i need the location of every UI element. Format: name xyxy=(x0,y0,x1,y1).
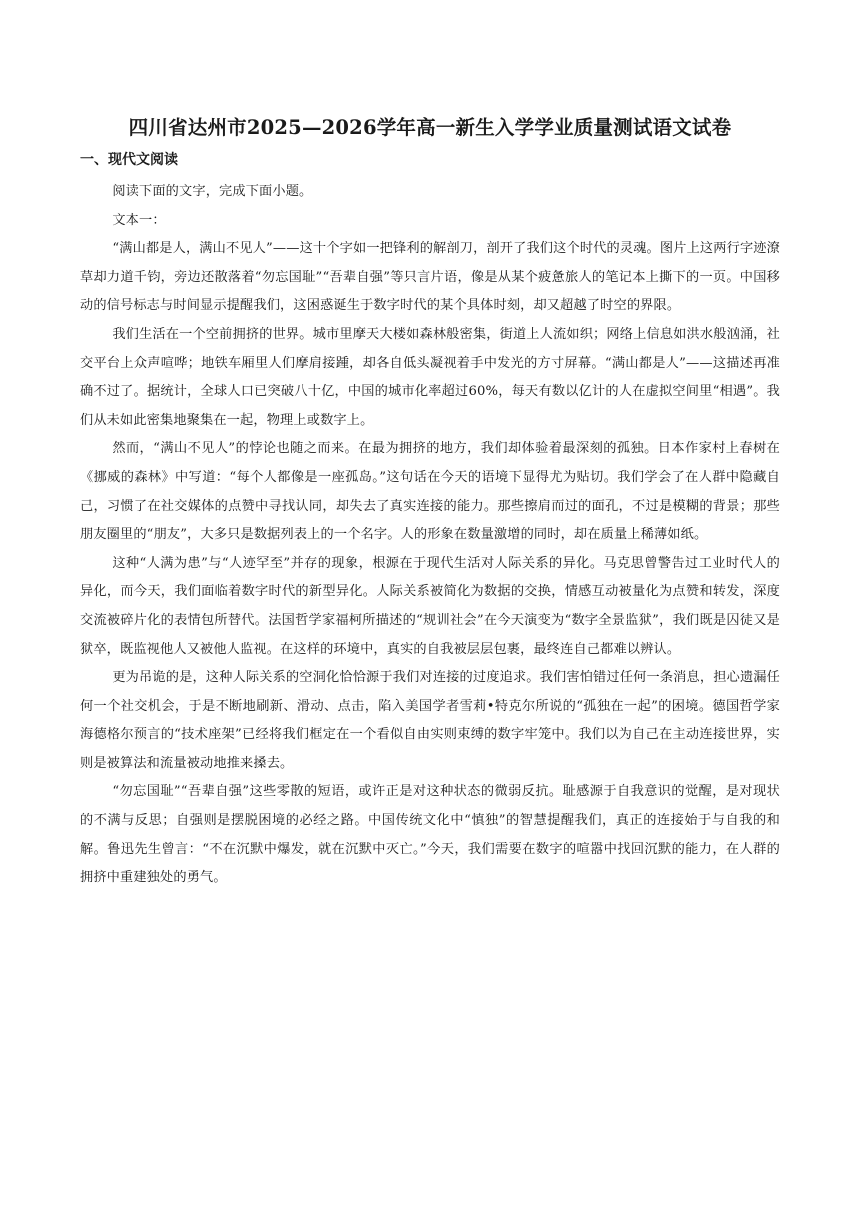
passage-paragraph-6: “勿忘国耻”“吾辈自强”这些零散的短语，或许正是对这种状态的微弱反抗。耻感源于自我意识的觉醒，是对现状的不满与反思；自强则是摆脱困境的必经之路。中国传统文化中“慎独”的智慧提醒我们，真正的连接始于与自我的和解。鲁迅先生曾言：“不在沉默中爆发，就在沉默中灭亡。”今天，我们需要在数字的喧嚣中找回沉默的能力，在人群的拥挤中重建独处的勇气。 xyxy=(80,784,780,886)
passage-paragraph-2: 我们生活在一个空前拥挤的世界。城市里摩天大楼如森林般密集，街道上人流如织；网络上信息如洪水般汹涌，社交平台上众声喧哗；地铁车厢里人们摩肩接踵，却各自低头凝视着手中发光的方寸屏幕。“满山都是人”——这描述再准确不过了。据统计，全球人口已突破八十亿，中国的城市化率超过60%，每天有数以亿计的人在虚拟空间里“相遇”。我们从未如此密集地聚集在一起，物理上或数字上。 xyxy=(80,326,780,428)
reading-passage xyxy=(80,178,780,893)
passage-paragraph-5: 更为吊诡的是，这种人际关系的空洞化恰恰源于我们对连接的过度追求。我们害怕错过任何一条消息，担心遗漏任何一个社交机会，于是不断地刷新、滑动、点击，陷入美国学者雪莉•特克尔所说的“孤独在一起”的困境。德国哲学家海德格尔预言的“技术座架”已经将我们框定在一个看似自由实则束缚的数字牢笼中。我们以为自己在主动连接世界，实则是被算法和流量被动地推来搡去。 xyxy=(80,670,780,771)
passage-paragraph-3: 然而，“满山不见人”的悖论也随之而来。在最为拥挤的地方，我们却体验着最深刻的孤独。日本作家村上春树在《挪威的森林》中写道：“每个人都像是一座孤岛。”这句话在今天的语境下显得尤为贴切。我们学会了在人群中隐藏自己，习惯了在社交媒体的点赞中寻找认同，却失去了真实连接的能力。那些擦肩而过的面孔，不过是模糊的背景；那些朋友圈里的“朋友”，大多只是数据列表上的一个名字。人的形象在数量激增的同时，却在质量上稀薄如纸。 xyxy=(80,441,780,543)
document-title: 四川省达州市2025—2026学年高一新生入学学业质量测试语文试卷 xyxy=(128,116,732,139)
passage-paragraph-4: 这种“人满为患”与“人迹罕至”并存的现象，根源在于现代生活对人际关系的异化。马克思曾警告过工业时代人的异化，而今天，我们面临着数字时代的新型异化。人际关系被简化为数据的交换，情感互动被量化为点赞和转发，深度交流被碎片化的表情包所替代。法国哲学家福柯所描述的“规训社会”在今天演变为“数字全景监狱”，我们既是囚徒又是狱卒，既监视他人又被他人监视。在这样的环境中，真实的自我被层层包裹，最终连自己都难以辨认。 xyxy=(80,555,780,657)
section-heading: 一、现代文阅读 xyxy=(80,152,178,168)
text-one-label: 文本一： xyxy=(112,212,166,228)
passage-paragraph-1: “满山都是人，满山不见人”——这十个字如一把锋利的解剖刀，剖开了我们这个时代的灵魂。图片上这两行字迹潦草却力道千钧，旁边还散落着“勿忘国耻”“吾辈自强”等只言片语，像是从某个疲惫旅人的笔记本上撕下的一页。中国移动的信号标志与时间显示提醒我们，这困惑诞生于数字时代的某个具体时刻，却又超越了时空的界限。 xyxy=(80,241,780,314)
instruction-paragraph: 阅读下面的文字，完成下面小题。 xyxy=(112,184,313,199)
